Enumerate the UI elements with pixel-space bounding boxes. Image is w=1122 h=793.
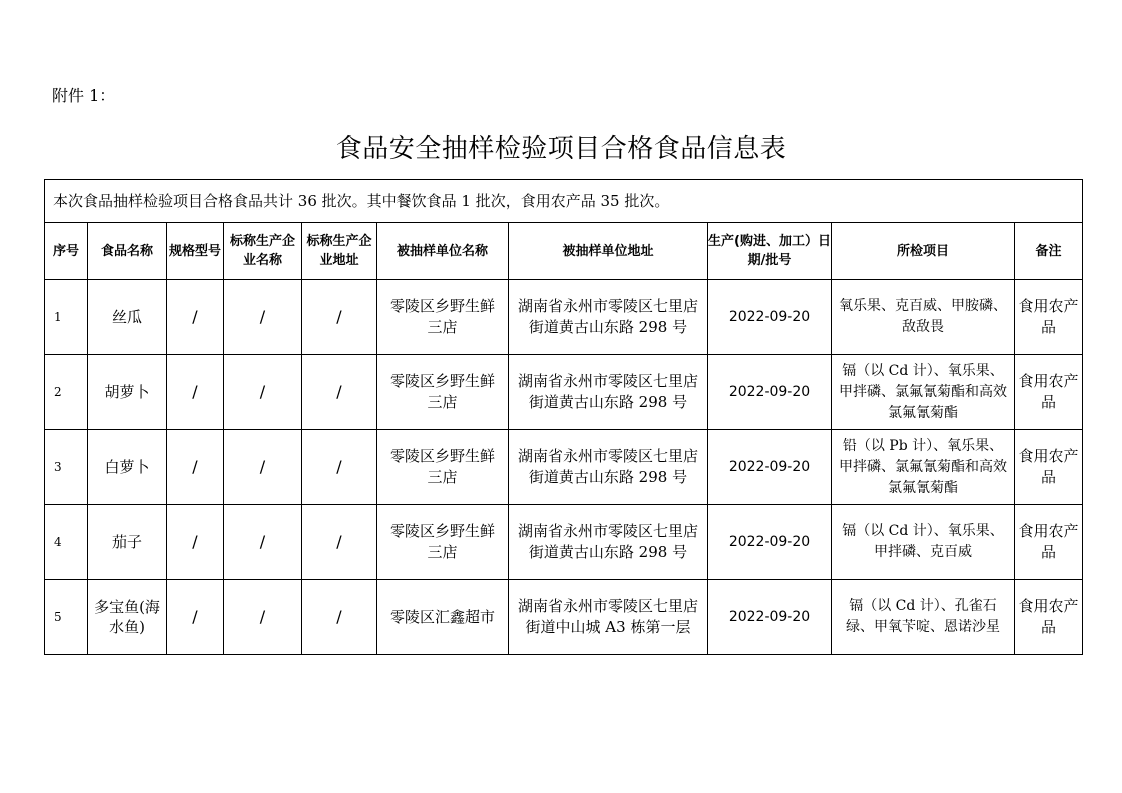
table-row xyxy=(45,430,1083,505)
cell-note: 食用农产品 xyxy=(1015,505,1083,580)
cell-maker-address: / xyxy=(302,355,377,430)
cell-date: 2022-09-20 xyxy=(708,580,832,655)
cell-date: 2022-09-20 xyxy=(708,430,832,505)
cell-spec: / xyxy=(167,505,224,580)
header-note: 备注 xyxy=(1015,223,1083,280)
cell-date: 2022-09-20 xyxy=(708,505,832,580)
table-row xyxy=(45,580,1083,655)
summary-row xyxy=(45,180,1083,223)
header-spec: 规格型号 xyxy=(167,223,224,280)
cell-maker-address: / xyxy=(302,580,377,655)
cell-items: 氧乐果、克百威、甲胺磷、敌敌畏 xyxy=(832,280,1015,355)
cell-sampled-address: 湖南省永州市零陵区七里店街道中山城 A3 栋第一层 xyxy=(509,580,708,655)
cell-items: 镉（以 Cd 计）、孔雀石绿、甲氧苄啶、恩诺沙星 xyxy=(832,580,1015,655)
header-maker-address: 标称生产企业地址 xyxy=(302,223,377,280)
cell-seq: 2 xyxy=(45,355,88,430)
cell-food-name: 丝瓜 xyxy=(88,280,167,355)
cell-seq: 1 xyxy=(45,280,88,355)
cell-spec: / xyxy=(167,355,224,430)
cell-spec: / xyxy=(167,430,224,505)
cell-sampled-address: 湖南省永州市零陵区七里店街道黄古山东路 298 号 xyxy=(509,355,708,430)
cell-date: 2022-09-20 xyxy=(708,355,832,430)
table-row xyxy=(45,280,1083,355)
header-sampled-unit: 被抽样单位名称 xyxy=(377,223,509,280)
cell-maker-name: / xyxy=(224,430,302,505)
table-header-row xyxy=(45,223,1083,280)
cell-note: 食用农产品 xyxy=(1015,430,1083,505)
cell-sampled-unit: 零陵区乡野生鲜三店 xyxy=(377,280,509,355)
cell-maker-name: / xyxy=(224,280,302,355)
cell-items: 铅（以 Pb 计）、氧乐果、甲拌磷、氯氟氰菊酯和高效氯氟氰菊酯 xyxy=(832,430,1015,505)
cell-food-name: 白萝卜 xyxy=(88,430,167,505)
page-title: 食品安全抽样检验项目合格食品信息表 xyxy=(335,134,787,164)
cell-maker-address: / xyxy=(302,430,377,505)
header-date: 生产(购进、加工）日期/批号 xyxy=(708,223,832,280)
cell-maker-address: / xyxy=(302,505,377,580)
cell-sampled-unit: 零陵区乡野生鲜三店 xyxy=(377,505,509,580)
cell-note: 食用农产品 xyxy=(1015,580,1083,655)
cell-note: 食用农产品 xyxy=(1015,280,1083,355)
cell-spec: / xyxy=(167,280,224,355)
cell-seq: 3 xyxy=(45,430,88,505)
cell-maker-name: / xyxy=(224,505,302,580)
cell-items: 镉（以 Cd 计）、氧乐果、甲拌磷、克百威 xyxy=(832,505,1015,580)
cell-spec: / xyxy=(167,580,224,655)
cell-maker-name: / xyxy=(224,355,302,430)
cell-food-name: 胡萝卜 xyxy=(88,355,167,430)
cell-food-name: 多宝鱼(海水鱼) xyxy=(88,580,167,655)
header-food-name: 食品名称 xyxy=(88,223,167,280)
summary-text: 本次食品抽样检验项目合格食品共计 36 批次。其中餐饮食品 1 批次，食用农产品 35 批次。 xyxy=(45,180,1083,223)
header-maker-name: 标称生产企业名称 xyxy=(224,223,302,280)
cell-seq: 4 xyxy=(45,505,88,580)
cell-seq: 5 xyxy=(45,580,88,655)
header-items: 所检项目 xyxy=(832,223,1015,280)
cell-maker-name: / xyxy=(224,580,302,655)
cell-sampled-unit: 零陵区乡野生鲜三店 xyxy=(377,430,509,505)
cell-sampled-unit: 零陵区乡野生鲜三店 xyxy=(377,355,509,430)
header-seq: 序号 xyxy=(45,223,88,280)
cell-items: 镉（以 Cd 计）、氧乐果、甲拌磷、氯氟氰菊酯和高效氯氟氰菊酯 xyxy=(832,355,1015,430)
cell-note: 食用农产品 xyxy=(1015,355,1083,430)
table-row xyxy=(45,355,1083,430)
cell-date: 2022-09-20 xyxy=(708,280,832,355)
cell-food-name: 茄子 xyxy=(88,505,167,580)
table-row xyxy=(45,505,1083,580)
food-info-table xyxy=(44,179,1083,655)
cell-maker-address: / xyxy=(302,280,377,355)
attachment-label: 附件 1： xyxy=(52,86,116,105)
cell-sampled-address: 湖南省永州市零陵区七里店街道黄古山东路 298 号 xyxy=(509,430,708,505)
cell-sampled-address: 湖南省永州市零陵区七里店街道黄古山东路 298 号 xyxy=(509,505,708,580)
header-sampled-address: 被抽样单位地址 xyxy=(509,223,708,280)
cell-sampled-address: 湖南省永州市零陵区七里店街道黄古山东路 298 号 xyxy=(509,280,708,355)
cell-sampled-unit: 零陵区汇鑫超市 xyxy=(377,580,509,655)
